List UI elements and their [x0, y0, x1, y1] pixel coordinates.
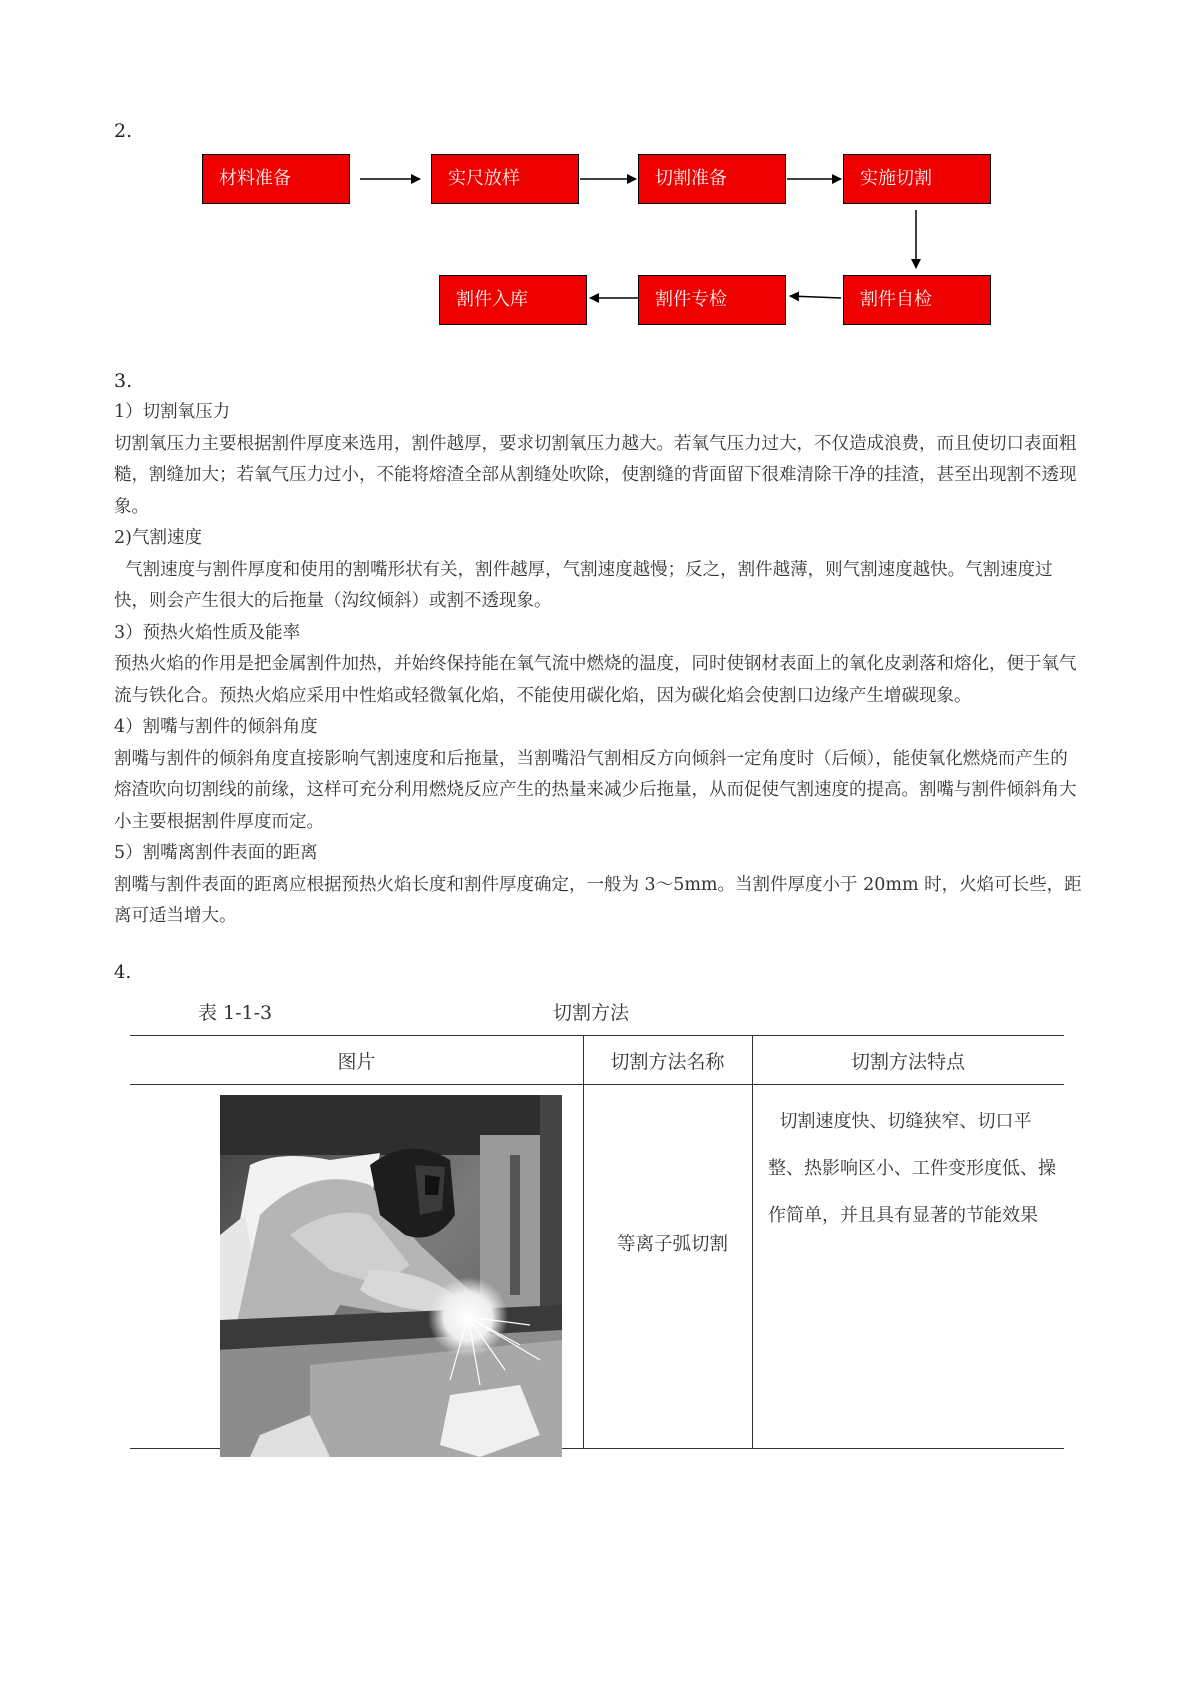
flow-box-material-prep: 材料准备 [202, 154, 350, 204]
section-3-body [114, 397, 1084, 933]
table-label: 表 1-1-3 [198, 1002, 273, 1024]
method-name-plasma-arc: 等离子弧切割 [617, 1234, 729, 1255]
flow-box-perform-cutting: 实施切割 [843, 154, 991, 204]
section-number-2: 2. [114, 120, 133, 142]
paragraph-cutting-speed: 气割速度与割件厚度和使用的割嘴形状有关，割件越厚，气割速度越慢；反之，割件越薄，则气割速度越快。气割速度过快，则会产生很大的后拖量（沟纹倾斜）或割不透现象。 [114, 559, 1053, 611]
flowchart-arrows [0, 0, 1191, 340]
table-header-method-name: 切割方法名称 [610, 1051, 725, 1073]
flow-box-warehousing: 割件入库 [439, 275, 587, 325]
table-header-image: 图片 [337, 1051, 376, 1073]
table-column-divider [752, 1035, 753, 1448]
section-number-3: 3. [114, 370, 133, 392]
section-number-4: 4. [114, 962, 132, 983]
flow-box-special-inspection: 割件专检 [638, 275, 786, 325]
paragraph-nozzle-angle: 割嘴与割件的倾斜角度直接影响气割速度和后拖量，当割嘴沿气割相反方向倾斜一定角度时（后倾），能使氧化燃烧而产生的熔渣吹向切割线的前缘，这样可充分利用燃烧反应产生的热量来减少后拖量，从而促使气割速度的提高。割嘴与割件倾斜角大小主要根据割件厚度而定。 [114, 748, 1077, 832]
subheading-preheat-flame: 3）预热火焰性质及能率 [114, 622, 301, 643]
flow-box-self-inspection: 割件自检 [843, 275, 991, 325]
subheading-nozzle-angle: 4）割嘴与割件的倾斜角度 [114, 717, 318, 737]
paragraph-preheat-flame: 预热火焰的作用是把金属割件加热，并始终保持能在氧气流中燃烧的温度，同时使钢材表面上的氧化皮剥落和熔化，便于氧气流与铁化合。预热火焰应采用中性焰或轻微氧化焰，不能使用碳化焰，因为碳化焰会使割口边缘产生增碳现象。 [114, 654, 1077, 706]
table-header-rule [130, 1084, 1064, 1085]
plasma-cutting-photo [220, 1095, 562, 1457]
flow-box-full-scale-layout: 实尺放样 [431, 154, 579, 204]
paragraph-oxygen-pressure: 切割氧压力主要根据割件厚度来选用，割件越厚，要求切割氧压力越大。若氧气压力过大，不仅造成浪费，而且使切口表面粗糙，割缝加大；若氧气压力过小，不能将熔渣全部从割缝处吹除，使割缝的背面留下很难清除干净的挂渣，甚至出现割不透现象。 [114, 433, 1077, 517]
table-column-divider [583, 1035, 584, 1448]
paragraph-nozzle-distance: 割嘴与割件表面的距离应根据预热火焰长度和割件厚度确定，一般为 3～5mm。当割件厚度小于 20mm 时，火焰可长些，距离可适当增大。 [114, 874, 1082, 926]
table-top-rule [130, 1035, 1064, 1036]
flow-box-cutting-prep: 切割准备 [638, 154, 786, 204]
table-header-method-features: 切割方法特点 [850, 1051, 965, 1073]
subheading-nozzle-distance: 5）割嘴离割件表面的距离 [114, 843, 318, 863]
method-features-plasma-arc: 切割速度快、切缝狭窄、切口平整、热影响区小、工件变形度低、操作简单，并且具有显著的节能效果 [768, 1111, 1056, 1226]
arrow-icon [790, 296, 841, 298]
welder-illustration [220, 1095, 562, 1457]
subheading-cutting-speed: 2)气割速度 [114, 528, 202, 548]
table-title: 切割方法 [553, 1002, 630, 1024]
subheading-oxygen-pressure: 1）切割氧压力 [114, 402, 231, 422]
